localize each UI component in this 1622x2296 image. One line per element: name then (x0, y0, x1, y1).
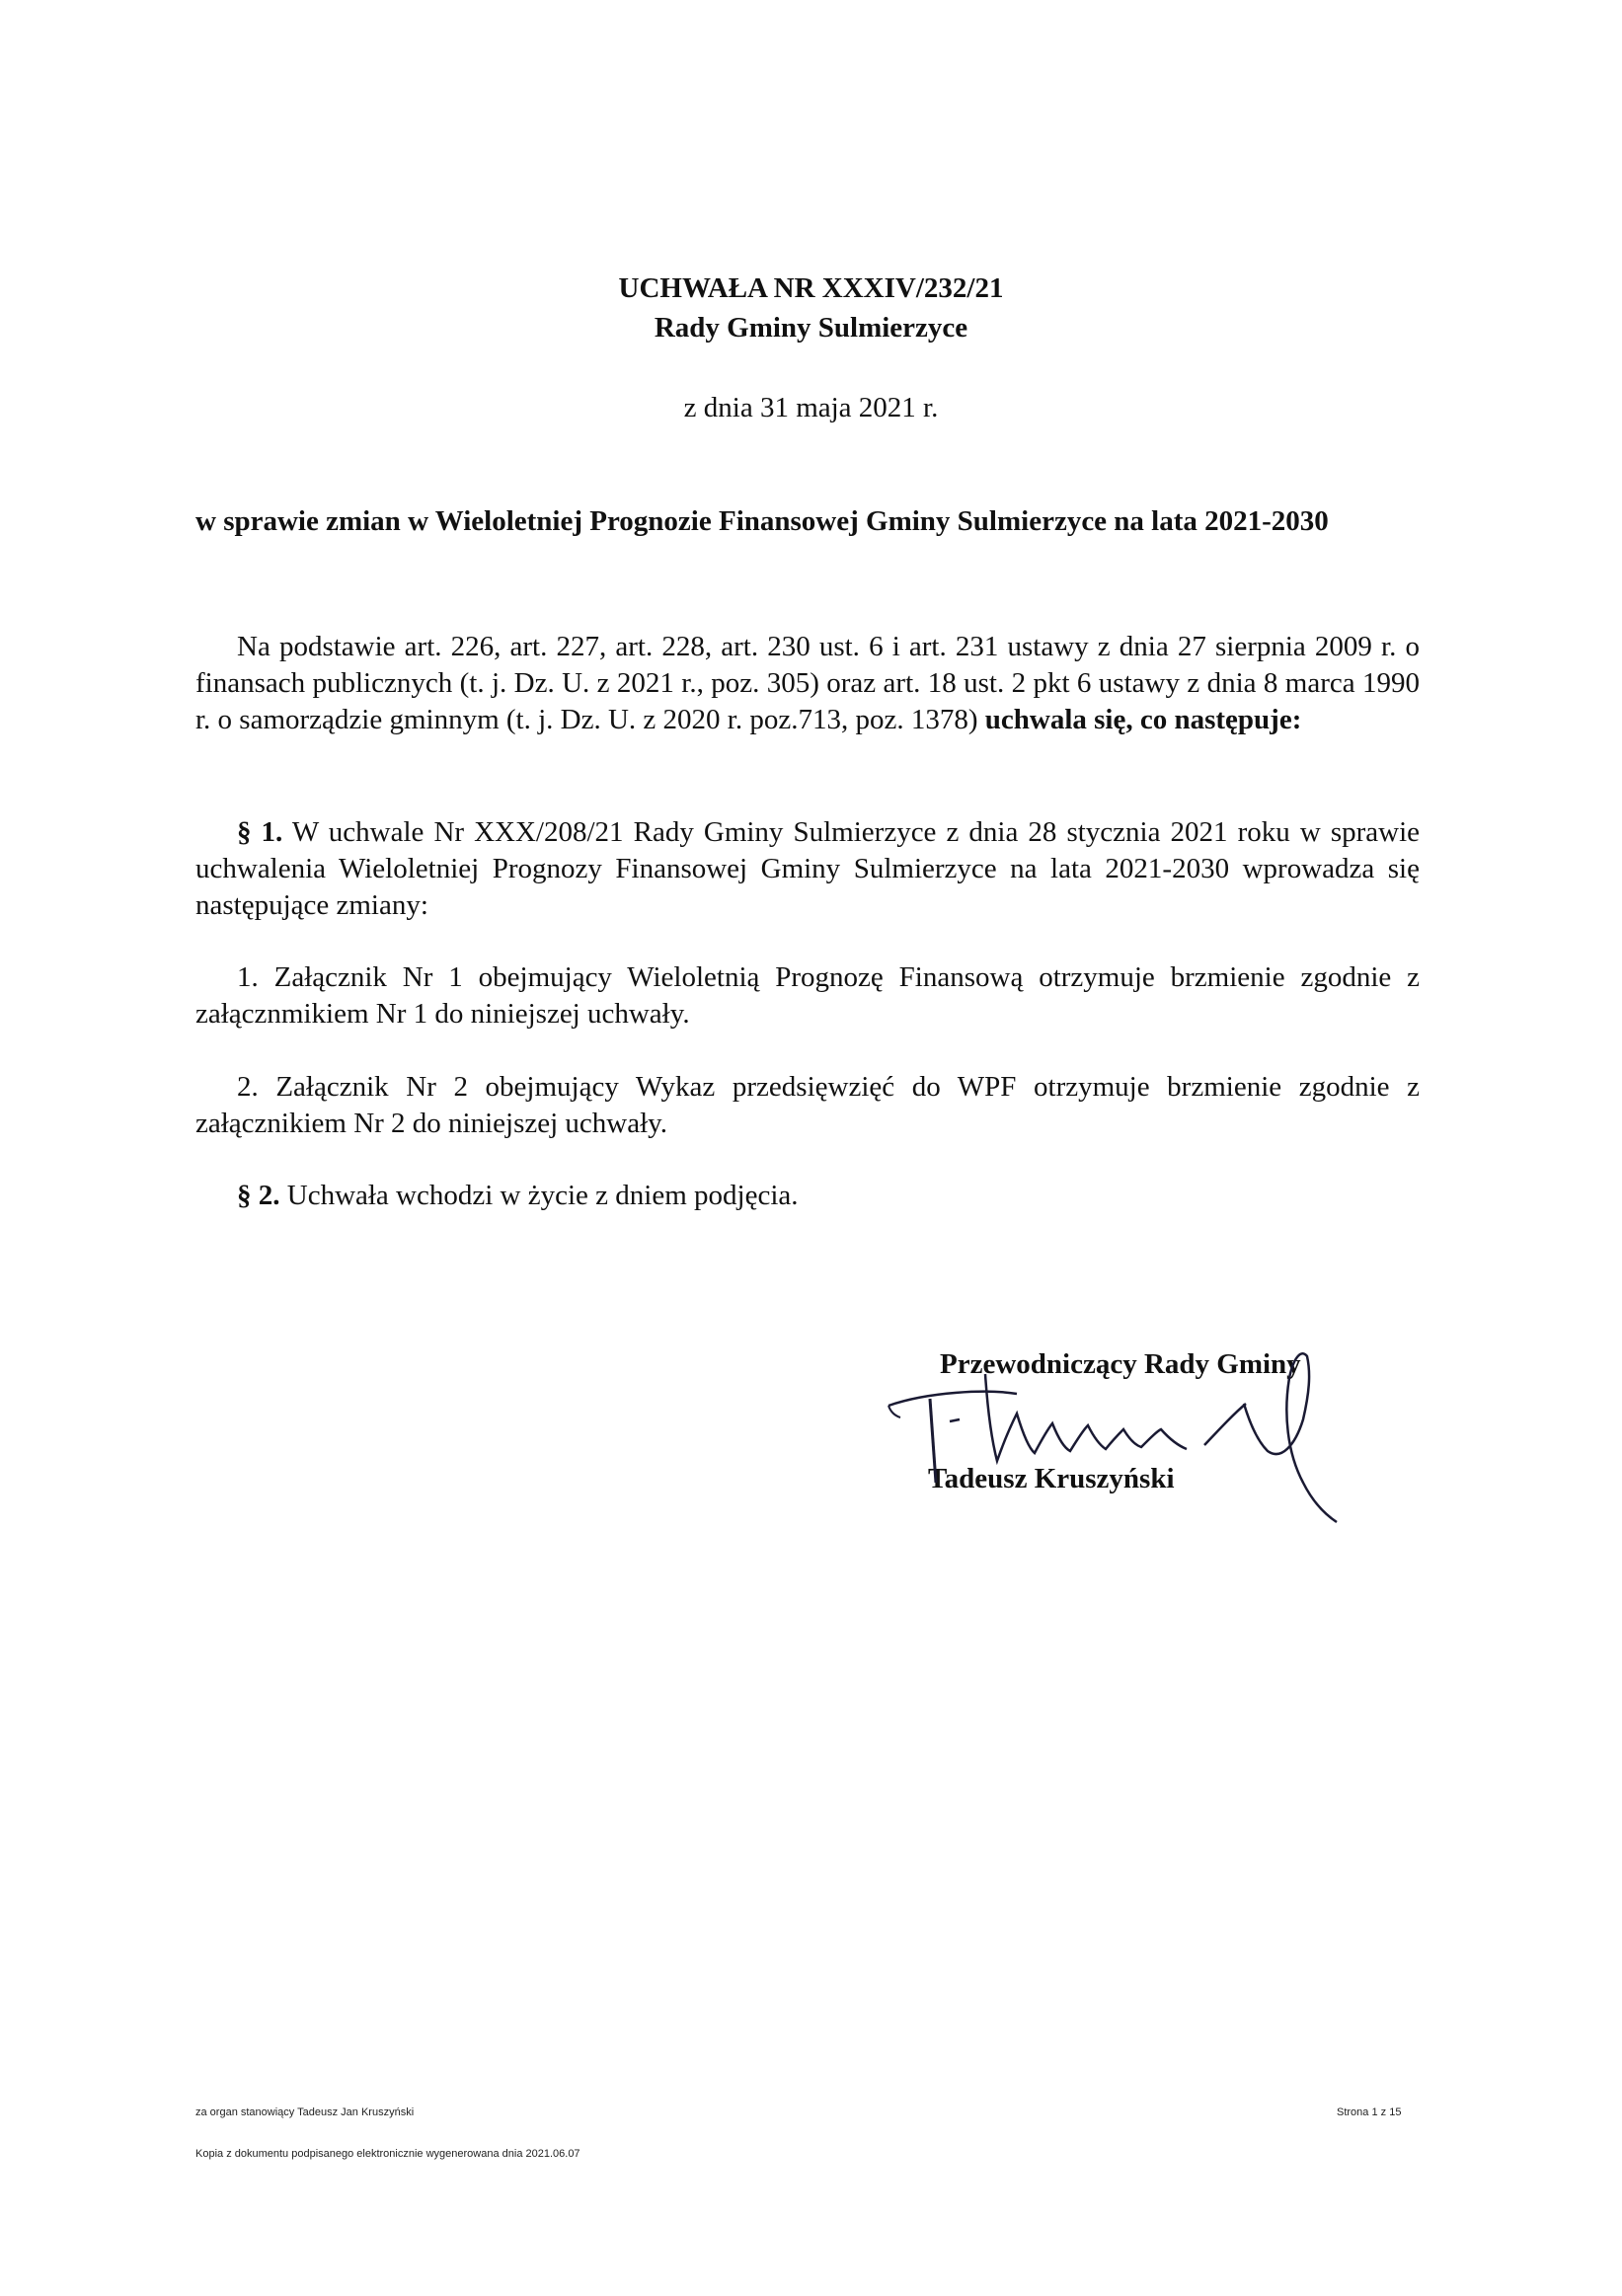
list-item: 2. Załącznik Nr 2 obejmujący Wykaz przedsięwzięć do WPF otrzymuje brzmienie zgodnie z załącznikiem Nr 2 do niniejszej uchwały. (195, 1071, 1420, 1139)
paragraph-1 (195, 814, 1420, 924)
resolution-date: z dnia 31 maja 2021 r. (683, 392, 939, 423)
legal-basis-bold: uchwala się, co następuje: (984, 704, 1302, 735)
list-item: 1. Załącznik Nr 1 obejmujący Wieloletnią Prognozę Finansową otrzymuje brzmienie zgodnie z załącznmikiem Nr 1 do niniejszej uchwały. (195, 961, 1420, 1030)
footer-issuer: za organ stanowiący Tadeusz Jan Kruszyński (195, 2106, 415, 2118)
resolution-header (0, 268, 1622, 347)
paragraph-2-text: Uchwała wchodzi w życie z dniem podjęcia. (286, 1180, 799, 1211)
paragraph-1-text: W uchwale Nr XXX/208/21 Rady Gminy Sulmierzyce z dnia 28 stycznia 2021 roku w sprawie uchwalenia Wieloletniej Prognozy Finansowej Gminy Sulmierzyce na lata 2021-2030 wprowadza się następujące zmiany: (195, 816, 1421, 921)
resolution-subject: w sprawie zmian w Wieloletniej Prognozie Finansowej Gminy Sulmierzyce na lata 2021-2030 (195, 505, 1329, 537)
paragraph-1-marker: § 1. (237, 816, 283, 848)
handwritten-signature (869, 1335, 1382, 1542)
footer-page-number: Strona 1 z 15 (1337, 2106, 1402, 2118)
council-name: Rady Gminy Sulmierzyce (654, 312, 968, 344)
paragraph-2-marker: § 2. (237, 1180, 280, 1211)
signatory-title: Przewodniczący Rady Gminy (940, 1348, 1301, 1380)
footer-copy-note: Kopia z dokumentu podpisanego elektronicznie wygenerowana dnia 2021.06.07 (195, 2148, 580, 2160)
legal-basis-text: Na podstawie art. 226, art. 227, art. 228, art. 230 ust. 6 i art. 231 ustawy z dnia 27 sierpnia 2009 r. o finansach publicznych (t. j. Dz. U. z 2021 r., poz. 305) oraz art. 18 ust. 2 pkt 6 ustawy z dnia 8 marca 1990 r. o samorządzie gminnym (t. j. Dz. U. z 2020 r. poz.713, poz. 1378) (195, 631, 1420, 735)
signatory-name: Tadeusz Kruszyński (928, 1463, 1175, 1494)
paragraph-2 (195, 1178, 1420, 1214)
legal-basis (195, 629, 1420, 738)
resolution-number: UCHWAŁA NR XXXIV/232/21 (618, 272, 1004, 304)
